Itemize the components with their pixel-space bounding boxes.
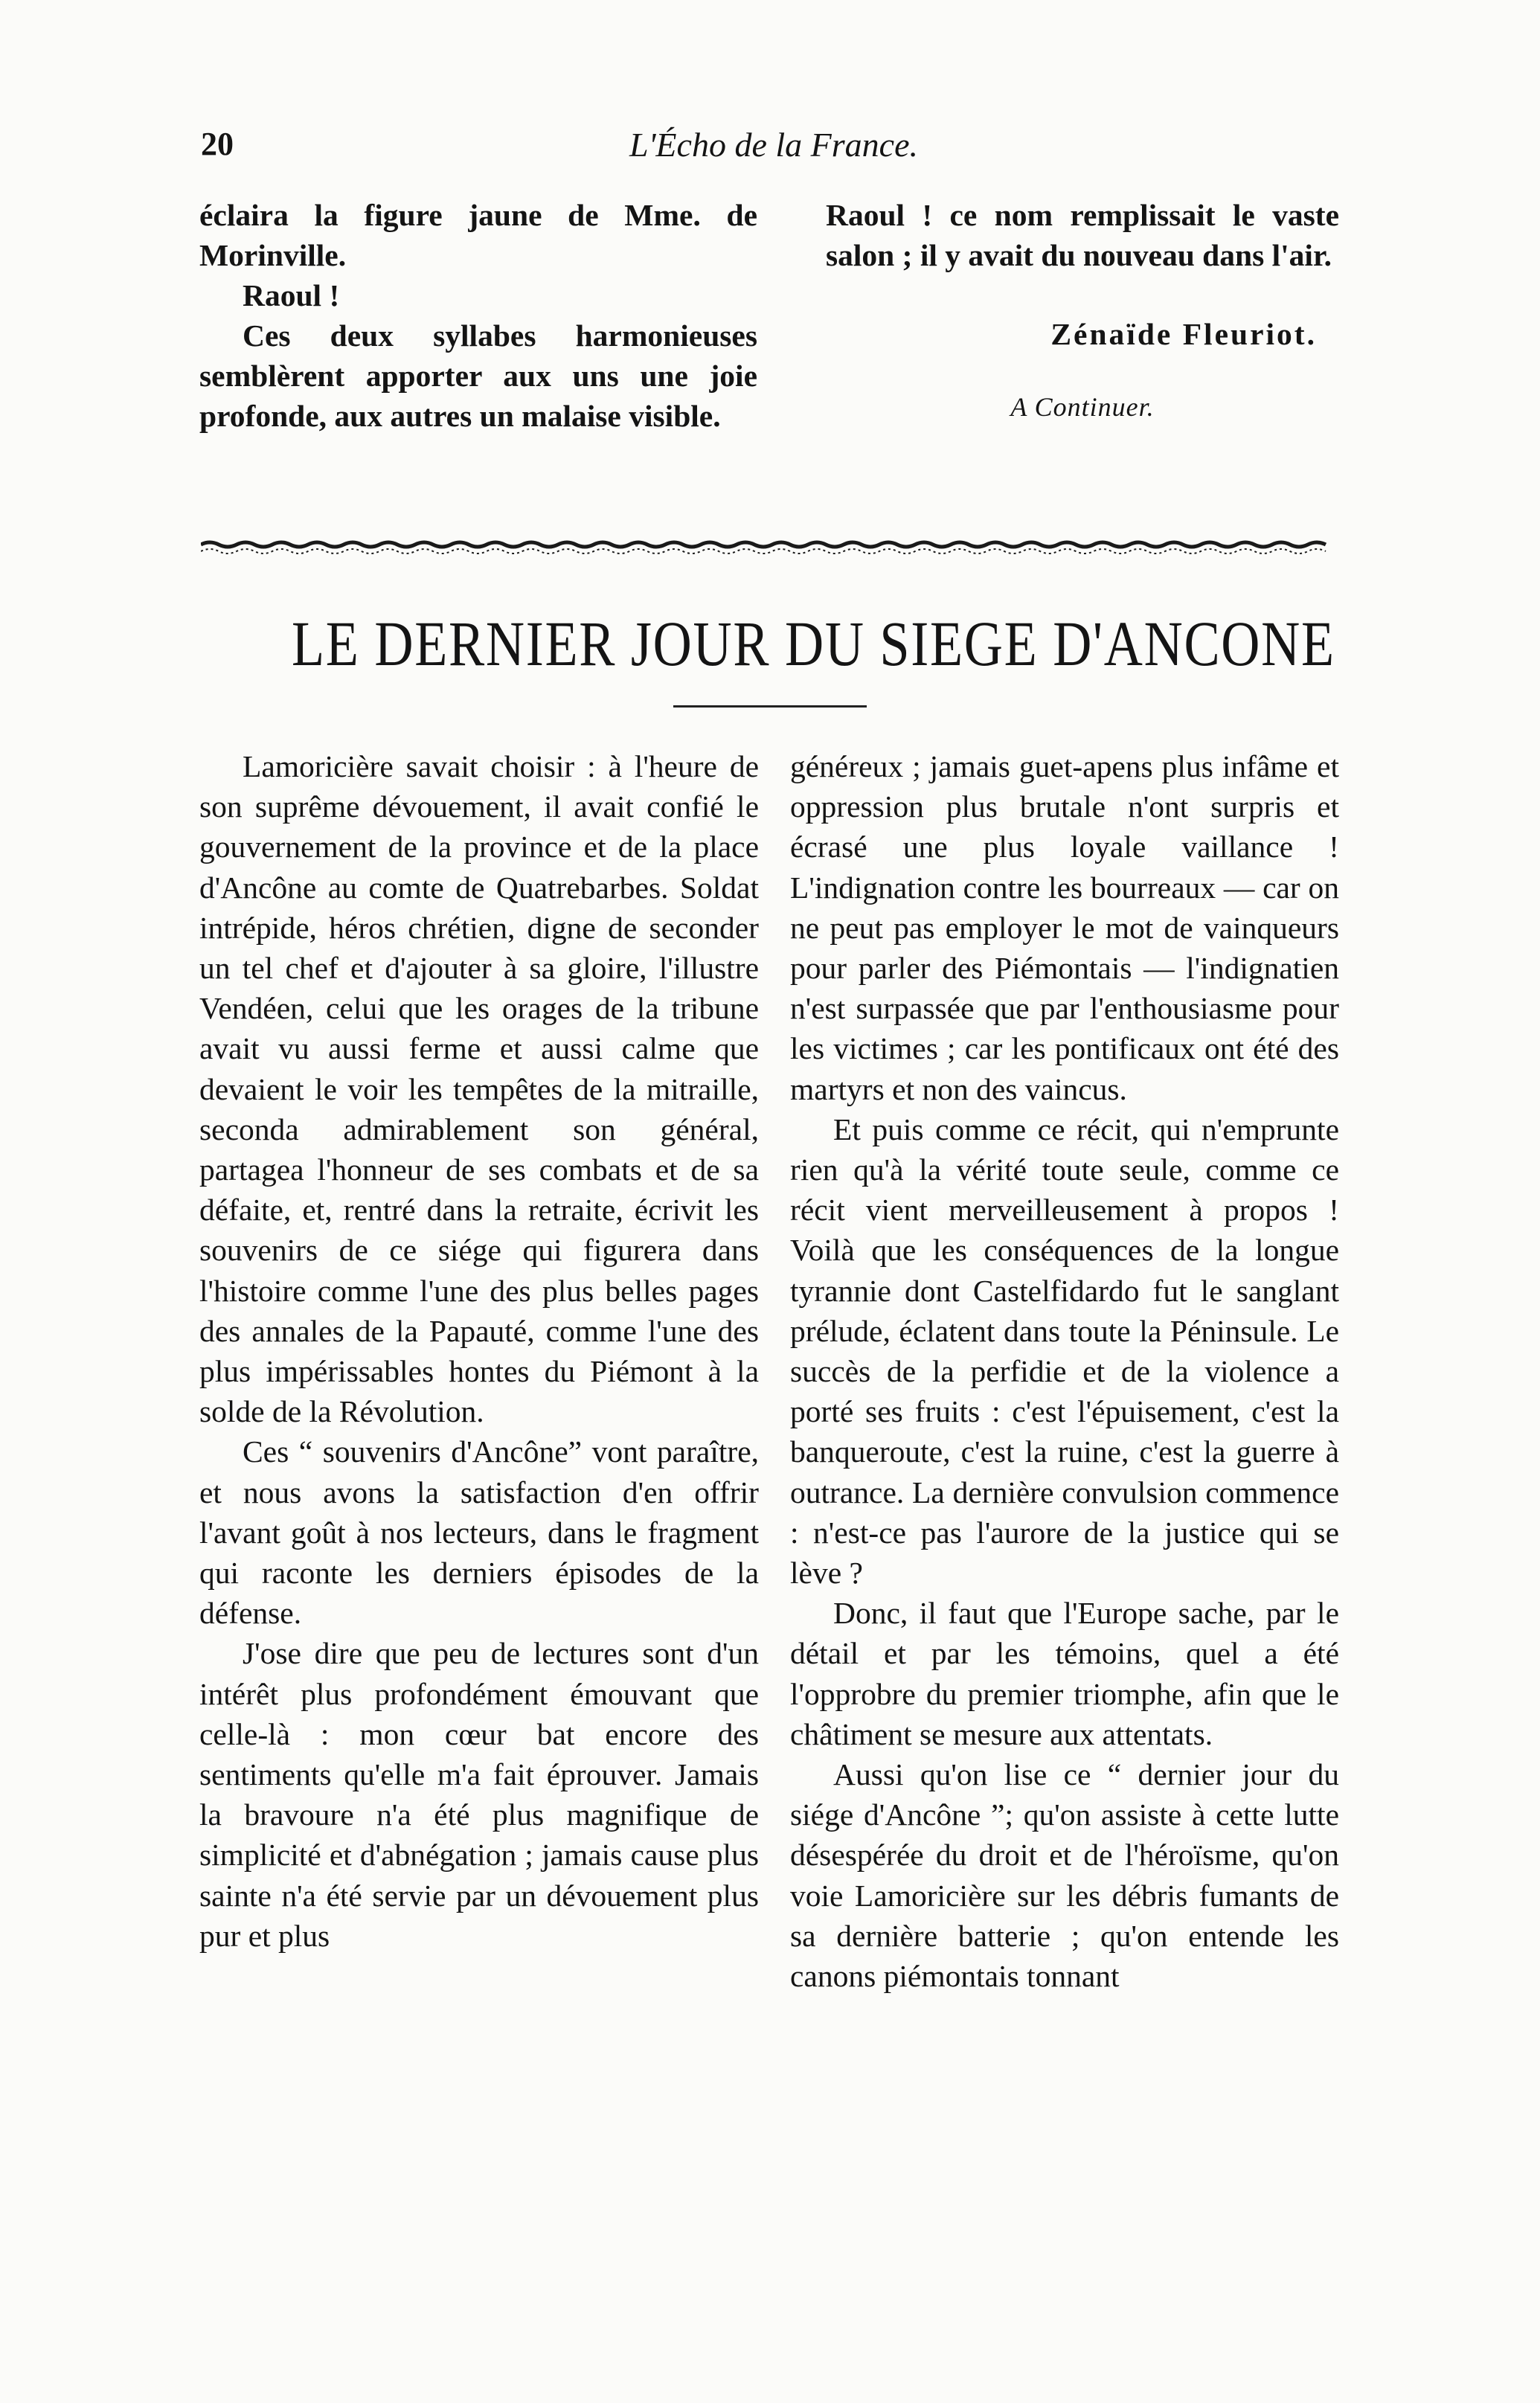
paragraph: Ces deux syllabes harmonieuses semblèrent apporter aux uns une joie profonde, aux autres un malaise visible. [199,318,757,433]
paragraph: Raoul ! ce nom remplissait le vaste salon ; il y avait du nouveau dans l'air. [826,198,1339,272]
continue-note: A Continuer. [1010,392,1155,422]
paragraph: Raoul ! [243,278,340,312]
paragraph: Et puis comme ce récit, qui n'emprunte rien qu'à la vérité toute seule, comme ce récit vient merveilleusement à propos ! Voilà que les conséquences de la longue tyrannie dont Castelfidardo fut le sanglant prélude, éclatent dans toute la Péninsule. Le succès de la perfidie et de la violence a porté ses fruits : c'est l'épuisement, c'est la banqueroute, c'est la ruine, c'est la guerre à outrance. La dernière convulsion commence : n'est-ce pas l'aurore de la justice qui se lève ? [790,1111,1339,1591]
paragraph: généreux ; jamais guet-apens plus infâme et oppression plus brutale n'ont surpris et écrasé une plus loyale vaillance ! L'indignation contre les bourreaux — car on ne peut pas employer le mot de vainqueurs pour parler des Piémontais — l'indignatien n'est surpassée que par l'enthousiasme pour les victimes ; car les pontificaux ont été des martyrs et non des vaincus. [790,749,1339,1106]
paragraph: Lamoricière savait choisir : à l'heure de son suprême dévouement, il avait confié le gouvernement de la province et de la place d'Ancône au comte de Quatrebarbes. Soldat intrépide, héros chrétien, digne de seconder un tel chef et d'ajouter à sa gloire, l'illustre Vendéen, celui que les orages de la tribune avait vu aussi ferme et aussi calme que devaient le voir les tempêtes de la mitraille, seconda admirablement son général, partagea l'honneur de ses combats et de sa défaite, et, rentré dans la retraite, écrivit les souvenirs de ce siége qui figurera dans l'histoire comme l'une des plus belles pages des annales de la Papauté, comme l'une des plus impérissables hontes du Piémont à la solde de la Révolution. [199,749,759,1429]
paragraph: J'ose dire que peu de lectures sont d'un intérêt plus profondément émouvant que celle-là : mon cœur bat encore des sentiments qu'elle m'a fait éprouver. Jamais la bravoure n'a été plus magnifique de simplicité et d'abnégation ; jamais cause plus sainte n'a été servie par un dévouement plus pur et plus [199,1636,759,1953]
title-rule [673,705,867,708]
previous-article-left-column [199,195,757,436]
paragraph: Donc, il faut que l'Europe sache, par le détail et par les témoins, quel a été l'opprobre du premier triomphe, afin que le châtiment se mesure aux attentats. [790,1596,1339,1751]
decorative-divider [201,540,1335,556]
page-number: 20 [201,126,234,162]
paragraph: Ces “ souvenirs d'Ancône” vont paraître, et nous avons la satisfaction d'en offrir l'avant goût à nos lecteurs, dans le fragment qui raconte les derniers épisodes de la défense. [199,1434,759,1631]
author-signature: Zénaïde Fleuriot. [1050,317,1317,351]
article-left-column [199,746,759,1956]
paragraph: Aussi qu'on lise ce “ dernier jour du siége d'Ancône ”; qu'on assiste à cette lutte désespérée du droit et de l'héroïsme, qu'on voie Lamoricière sur les débris fumants de sa dernière batterie ; qu'on entende les canons piémontais tonnant [790,1757,1339,1994]
article-right-column [790,746,1339,1996]
running-title: L'Écho de la France. [629,126,918,164]
article-title: LE DERNIER JOUR DU SIEGE D'ANCONE [292,608,1335,679]
page-header [201,125,1335,177]
paragraph: éclaira la figure jaune de Mme. de Morinville. [199,198,757,272]
previous-article-right-column [826,195,1339,427]
